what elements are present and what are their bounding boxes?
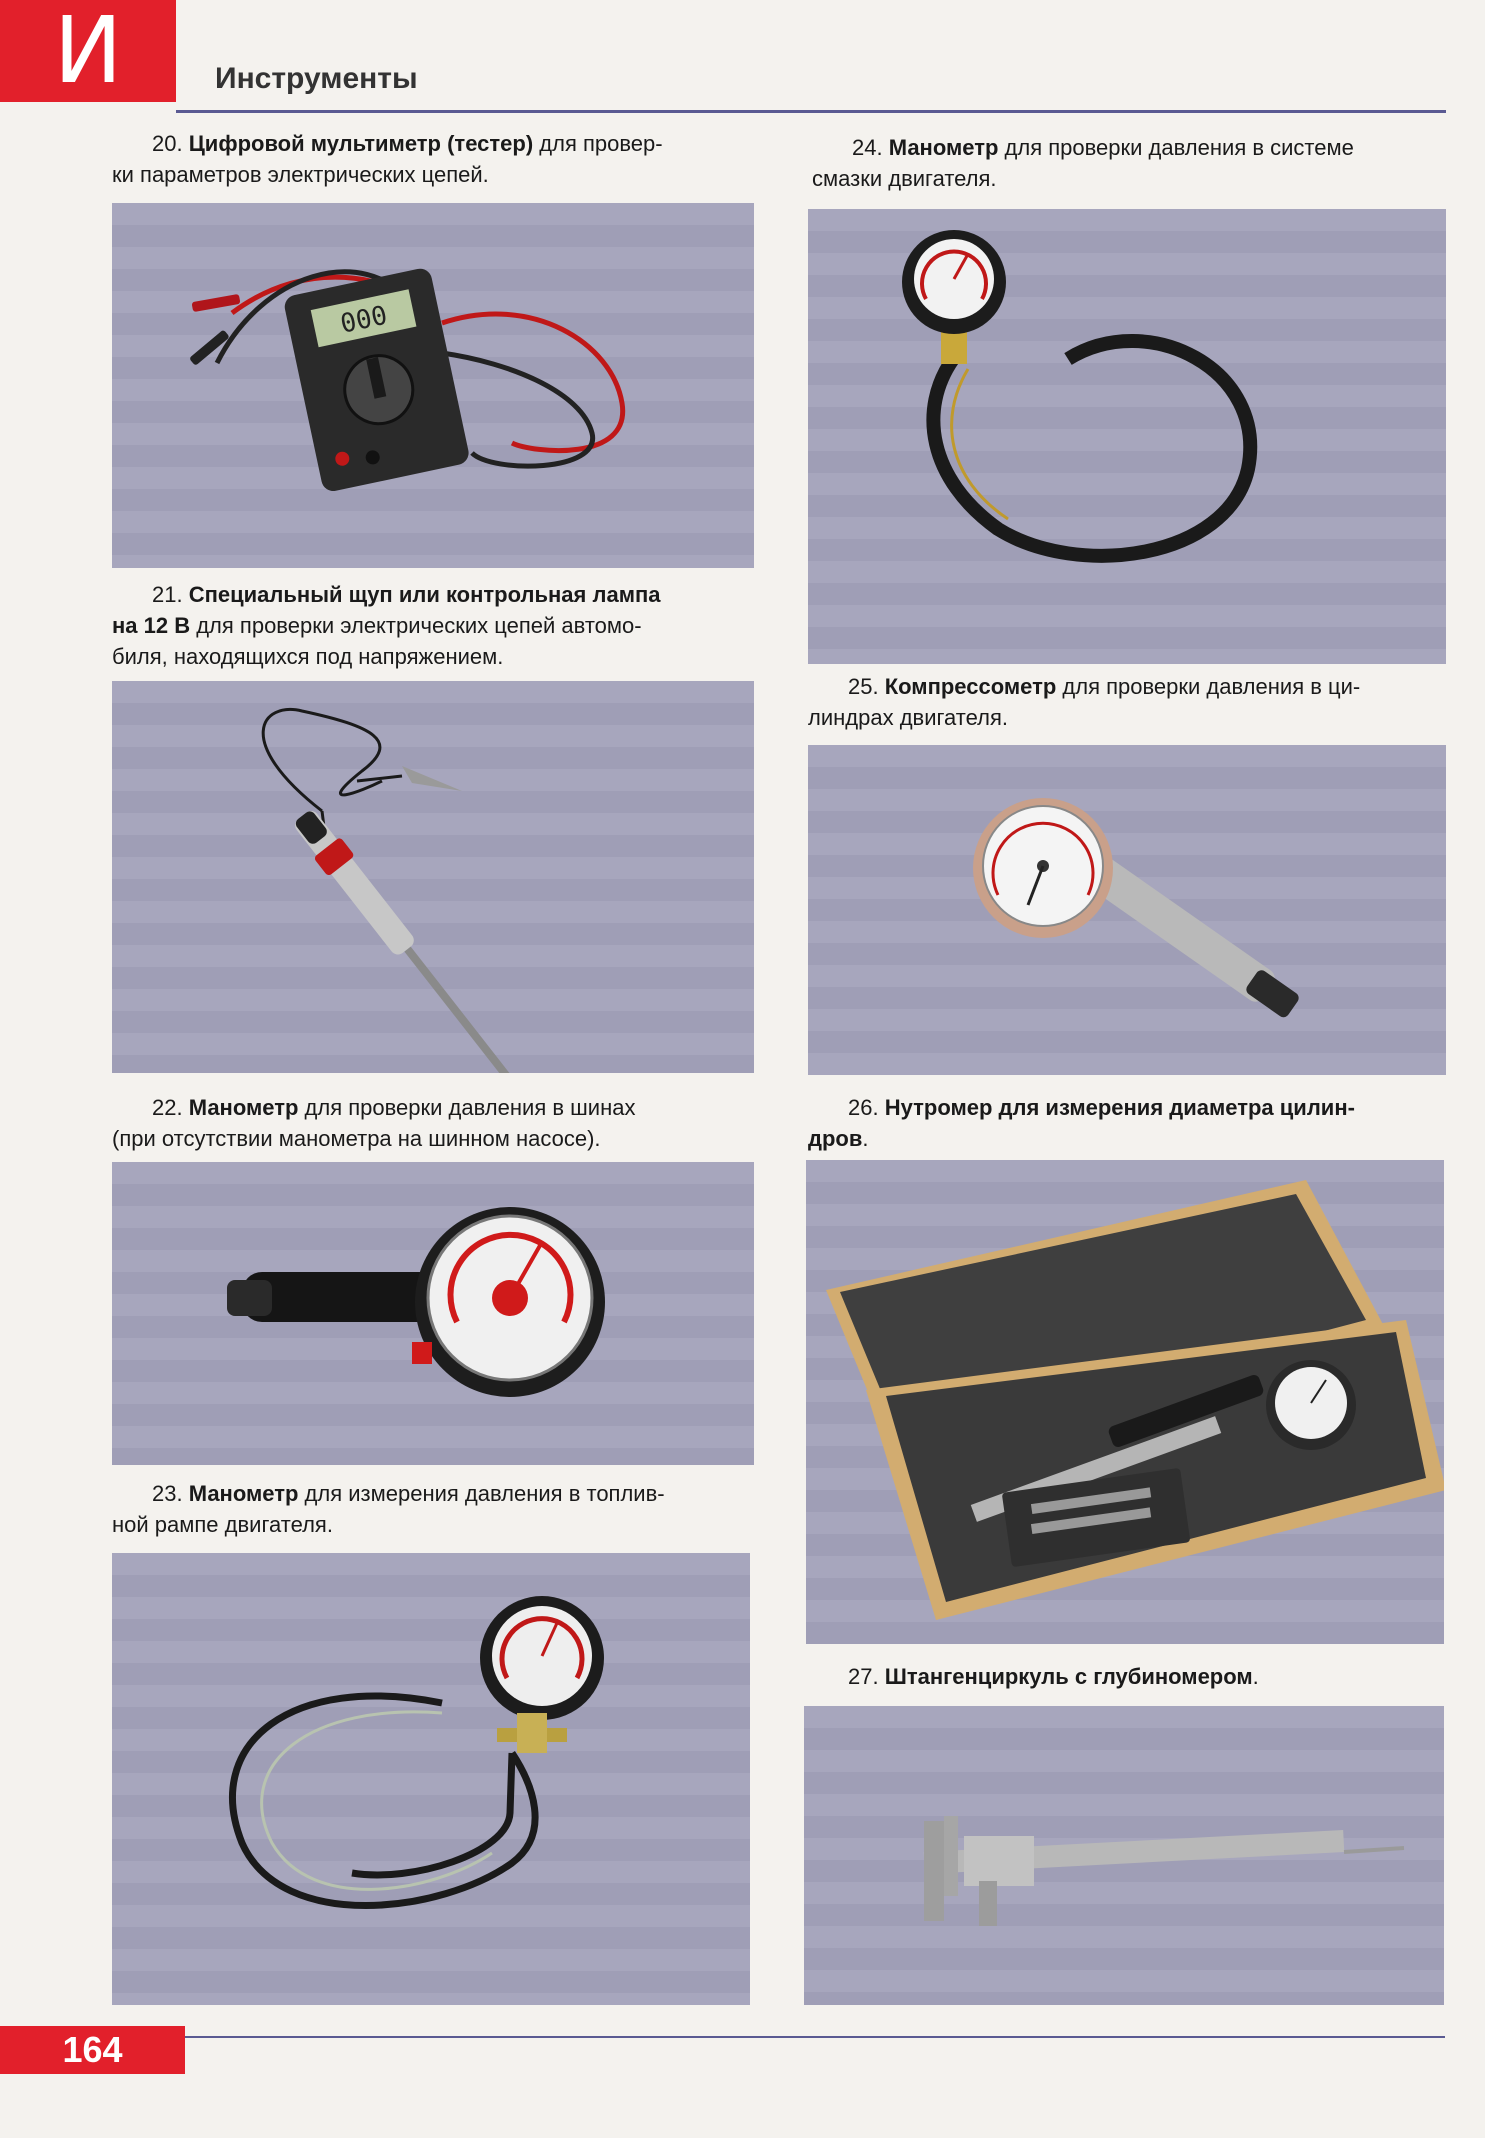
caption-25 bbox=[808, 671, 1446, 733]
caption-number: 20. bbox=[152, 131, 183, 156]
caption-number: 26. bbox=[848, 1095, 879, 1120]
photo-caliper bbox=[804, 1706, 1444, 2005]
caption-20 bbox=[112, 128, 754, 190]
caption-26 bbox=[808, 1092, 1446, 1154]
photo-tire-gauge bbox=[112, 1162, 754, 1465]
caption-bold: Компрессометр bbox=[884, 674, 1057, 699]
caption-number: 24. bbox=[852, 135, 883, 160]
multimeter-display: 000 bbox=[337, 300, 391, 340]
caption-bold: Манометр bbox=[888, 135, 999, 160]
photo-fuel-gauge bbox=[112, 1553, 750, 2005]
caption-23 bbox=[112, 1478, 754, 1540]
caption-bold: Цифровой мультиметр (тестер) bbox=[188, 131, 534, 156]
multimeter-illustration bbox=[112, 203, 754, 568]
caption-text: ной рампе двигателя. bbox=[112, 1512, 333, 1537]
photo-oil-pressure-gauge bbox=[808, 209, 1446, 664]
caption-text: для проверки давления в шинах bbox=[298, 1095, 636, 1120]
photo-compression-tester bbox=[808, 745, 1446, 1075]
caption-text: для измерения давления в топлив- bbox=[298, 1481, 665, 1506]
test-light-illustration bbox=[112, 681, 754, 1073]
caption-bold: Штангенциркуль с глубиномером bbox=[884, 1664, 1253, 1689]
caption-number: 27. bbox=[848, 1664, 879, 1689]
caption-text: . bbox=[1252, 1664, 1259, 1689]
caption-text: для проверки давления в системе bbox=[998, 135, 1354, 160]
caption-text: . bbox=[862, 1126, 869, 1151]
caption-number: 21. bbox=[152, 582, 183, 607]
section-title: Инструменты bbox=[215, 62, 418, 95]
oil-pressure-gauge-illustration bbox=[808, 209, 1446, 664]
page-number: 164 bbox=[0, 2026, 185, 2074]
compression-tester-illustration bbox=[808, 745, 1446, 1075]
bore-gauge-illustration bbox=[806, 1160, 1444, 1644]
caption-number: 23. bbox=[152, 1481, 183, 1506]
caption-text: смазки двигателя. bbox=[812, 166, 997, 191]
caption-bold: Специальный щуп или контрольная лампа bbox=[188, 582, 661, 607]
caption-27 bbox=[808, 1661, 1446, 1692]
caption-text: ки параметров электрических цепей. bbox=[112, 162, 489, 187]
caption-bold: Манометр bbox=[188, 1481, 299, 1506]
caption-21 bbox=[112, 579, 754, 672]
caption-text: для провер- bbox=[533, 131, 663, 156]
caption-bold: дров bbox=[808, 1126, 863, 1151]
caption-bold: на 12 В bbox=[112, 613, 191, 638]
chapter-tab: И bbox=[0, 0, 176, 102]
photo-bore-gauge bbox=[806, 1160, 1444, 1644]
caption-number: 22. bbox=[152, 1095, 183, 1120]
caption-number: 25. bbox=[848, 674, 879, 699]
caption-22 bbox=[112, 1092, 754, 1154]
caption-text: линдрах двигателя. bbox=[808, 705, 1008, 730]
caption-text: (при отсутствии манометра на шинном насосе). bbox=[112, 1126, 601, 1151]
caliper-illustration bbox=[804, 1706, 1444, 2005]
header-rule bbox=[176, 110, 1446, 113]
caption-text: биля, находящихся под напряжением. bbox=[112, 644, 504, 669]
photo-test-light bbox=[112, 681, 754, 1073]
caption-text: для проверки электрических цепей автомо- bbox=[190, 613, 642, 638]
caption-24 bbox=[812, 132, 1448, 194]
caption-text: для проверки давления в ци- bbox=[1056, 674, 1361, 699]
caption-bold: Нутромер для измерения диаметра цилин- bbox=[884, 1095, 1355, 1120]
caption-bold: Манометр bbox=[188, 1095, 299, 1120]
photo-multimeter bbox=[112, 203, 754, 568]
fuel-gauge-illustration bbox=[112, 1553, 750, 2005]
footer-rule bbox=[185, 2036, 1445, 2038]
tire-gauge-illustration bbox=[112, 1162, 754, 1465]
